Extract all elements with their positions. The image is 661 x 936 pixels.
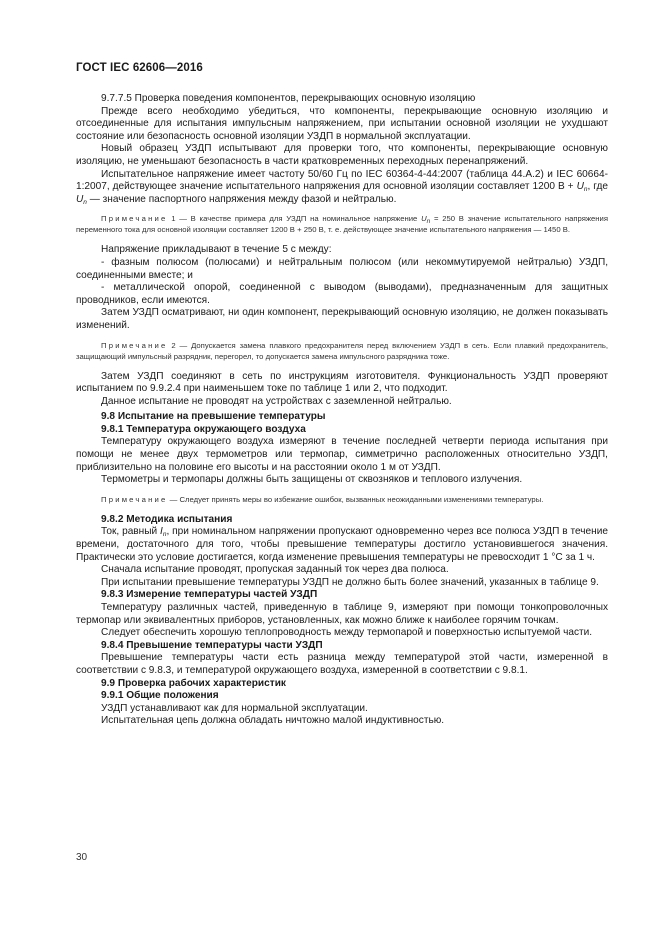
document-header: ГОСТ IEC 62606—2016 — [76, 62, 203, 74]
section-heading-9-9-1: 9.9.1 Общие положения — [101, 690, 219, 702]
document-page — [76, 62, 608, 728]
paragraph: Новый образец УЗДП испытывают для проверки того, что компоненты, перекрывающие основную изоляцию, не уменьшают безопасность в части кратковременных переходных перенапряжений. — [76, 143, 608, 167]
section-heading-9-9: 9.9 Проверка рабочих характеристик — [101, 677, 286, 689]
paragraph: Затем УЗДП осматривают, ни один компонент, перекрывающий основную изоляцию, не должен показывать изменений. — [76, 307, 608, 331]
section-heading-9-8-3: 9.8.3 Измерение температуры частей УЗДП — [101, 589, 318, 601]
list-item: - фазным полюсом (полюсами) и нейтральным полюсом (или некоммутируемой нейтралью) УЗДП, соединенными вместе; и — [76, 256, 608, 281]
note-2: Примечание 2 — Допускается замена плавкого предохранителя перед включением УЗДП в сеть. Если плавкий предохранитель, защищающий импульсный разрядник, перегорел, то допускается замена импульсного разрядника тоже. — [76, 340, 608, 361]
paragraph: УЗДП устанавливают как для нормальной эксплуатации. — [101, 702, 368, 714]
paragraph: Прежде всего необходимо убедиться, что компоненты, перекрывающие основную изоляцию и отсоединенные для испытания импульсным напряжением, при испытании основной изоляции не ухудшают состояние или безопасность основной изоляции УЗДП в нормальной эксплуатации. — [76, 105, 608, 142]
paragraph: Данное испытание не проводят на устройствах с заземленной нейтралью. — [101, 395, 452, 407]
paragraph: Следует обеспечить хорошую теплопроводность между термопарой и поверхностью испытуемой части. — [101, 627, 593, 639]
paragraph: Напряжение прикладывают в течение 5 с между: — [101, 244, 332, 256]
page-number: 30 — [76, 852, 88, 863]
paragraph: Превышение температуры части есть разница между температурой этой части, измеренной в соответствии с 9.8.3, и температурой окружающего воздуха, измеренной в соответствии с 9.8.1. — [76, 652, 608, 676]
paragraph: Термометры и термопары должны быть защищены от сквозняков и теплового излучения. — [101, 474, 523, 486]
paragraph: При испытании превышение температуры УЗДП не должно быть более значений, указанных в таблице 9. — [101, 576, 599, 588]
paragraph: Затем УЗДП соединяют в сеть по инструкциям изготовителя. Функциональность УЗДП проверяют испытанием по 9.9.2.4 при наименьшем токе по таблице 1 или 2, что подходит. — [76, 370, 608, 395]
paragraph: Испытательная цепь должна обладать ничтожно малой индуктивностью. — [101, 715, 445, 727]
clause-title-9-7-7-5: 9.7.7.5 Проверка поведения компонентов, перекрывающих основную изоляцию — [101, 93, 476, 104]
paragraph: Сначала испытание проводят, пропуская заданный ток через два полюса. — [101, 564, 449, 576]
paragraph: Температуру окружающего воздуха измеряют в течение последней четверти периода испытания при помощи не менее двух термометров или термопар, симметрично расположенных относительно УЗДП, приблизительно на половине его высоты и на расстоянии около 1 м от УЗДП. — [76, 436, 608, 473]
note-1: Примечание 1 — В качестве примера для УЗДП на номинальное напряжение $U_n = 250$ В значение испытательного напряжения переменного тока для основной изоляции составляет 1200 В + 250 В, т. е. действующее значение испытательного напряжения — 1450 В. — [76, 214, 609, 235]
section-heading-9-8-2: 9.8.2 Методика испытания — [101, 513, 233, 525]
section-heading-9-8-1: 9.8.1 Температура окружающего воздуха — [101, 423, 306, 435]
section-heading-9-8: 9.8 Испытание на превышение температуры — [101, 411, 326, 423]
paragraph: Температуру различных частей, приведенную в таблице 9, измеряют при помощи тонкопроволочных термопар или эквивалентных приборов, установленных, как можно ближе к наиболее горячим точкам. — [76, 602, 608, 626]
note-3: Примечание — Следует принять меры во избежание ошибок, вызванных неожиданными изменениями температуры. — [101, 494, 544, 504]
paragraph-test-current: Ток, равный $I_n$, при номинальном напряжении пропускают одновременно через все полюса УЗДП в течение времени, достаточного для того, чтобы превышение температуры достигло установившегося значения. Практически это условие достигается, когда изменение превышения температуры не превосходит 1 °С за 1 ч. — [76, 526, 608, 563]
section-heading-9-8-4: 9.8.4 Превышение температуры части УЗДП — [101, 639, 323, 651]
list-item: - металлической опорой, соединенной с выводом (выводами), предназначенным для защитных проводников, если имеются. — [76, 282, 608, 306]
paragraph-test-voltage: Испытательное напряжение имеет частоту 50/60 Гц по IEC 60364-4-44:2007 (таблица 44.А.2) и IEC 60664-1:2007, действующее значение испытательного напряжения для основной изоляции составляет 1200 $В + U_n$, где $U_n$ — значение паспортного напряжения между фазой и нейтралью. — [76, 168, 609, 206]
